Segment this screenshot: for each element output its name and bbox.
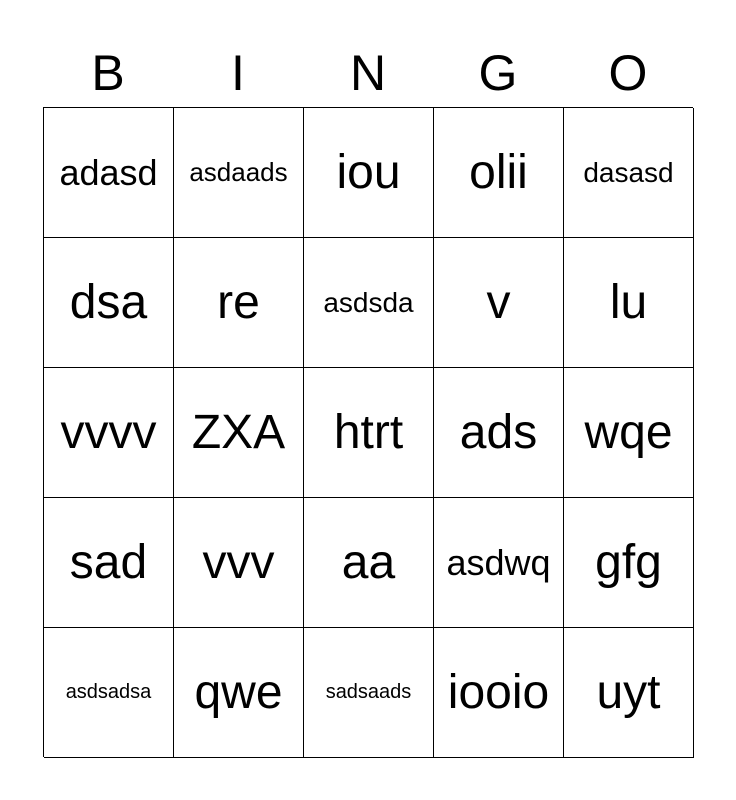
bingo-cell[interactable]: asdwq [434, 498, 564, 628]
bingo-cell[interactable]: iou [304, 108, 434, 238]
bingo-cell[interactable]: wqe [564, 368, 694, 498]
bingo-header [43, 40, 693, 106]
bingo-cell[interactable]: sad [44, 498, 174, 628]
bingo-cell[interactable]: uyt [564, 628, 694, 758]
bingo-cell[interactable]: htrt [304, 368, 434, 498]
bingo-cell[interactable]: asdsadsa [44, 628, 174, 758]
bingo-card [43, 107, 693, 757]
bingo-cell[interactable]: re [174, 238, 304, 368]
bingo-cell[interactable]: vvv [174, 498, 304, 628]
bingo-cell[interactable]: vvvv [44, 368, 174, 498]
header-letter-n: N [349, 45, 387, 101]
bingo-cell[interactable]: sadsaads [304, 628, 434, 758]
bingo-cell[interactable]: dasasd [564, 108, 694, 238]
header-letter-i: I [231, 45, 245, 101]
bingo-cell[interactable]: asdaads [174, 108, 304, 238]
header-letter-b: B [91, 45, 125, 101]
header-letter-o: O [608, 45, 648, 101]
bingo-cell[interactable]: lu [564, 238, 694, 368]
bingo-cell[interactable]: ads [434, 368, 564, 498]
bingo-cell[interactable]: dsa [44, 238, 174, 368]
header-letter-g: G [478, 45, 518, 101]
bingo-cell[interactable]: asdsda [304, 238, 434, 368]
bingo-cell[interactable]: gfg [564, 498, 694, 628]
bingo-cell[interactable]: iooio [434, 628, 564, 758]
bingo-cell[interactable]: v [434, 238, 564, 368]
bingo-cell[interactable]: qwe [174, 628, 304, 758]
bingo-cell[interactable]: olii [434, 108, 564, 238]
bingo-cell[interactable]: adasd [44, 108, 174, 238]
bingo-cell[interactable]: aa [304, 498, 434, 628]
bingo-cell[interactable]: ZXA [174, 368, 304, 498]
